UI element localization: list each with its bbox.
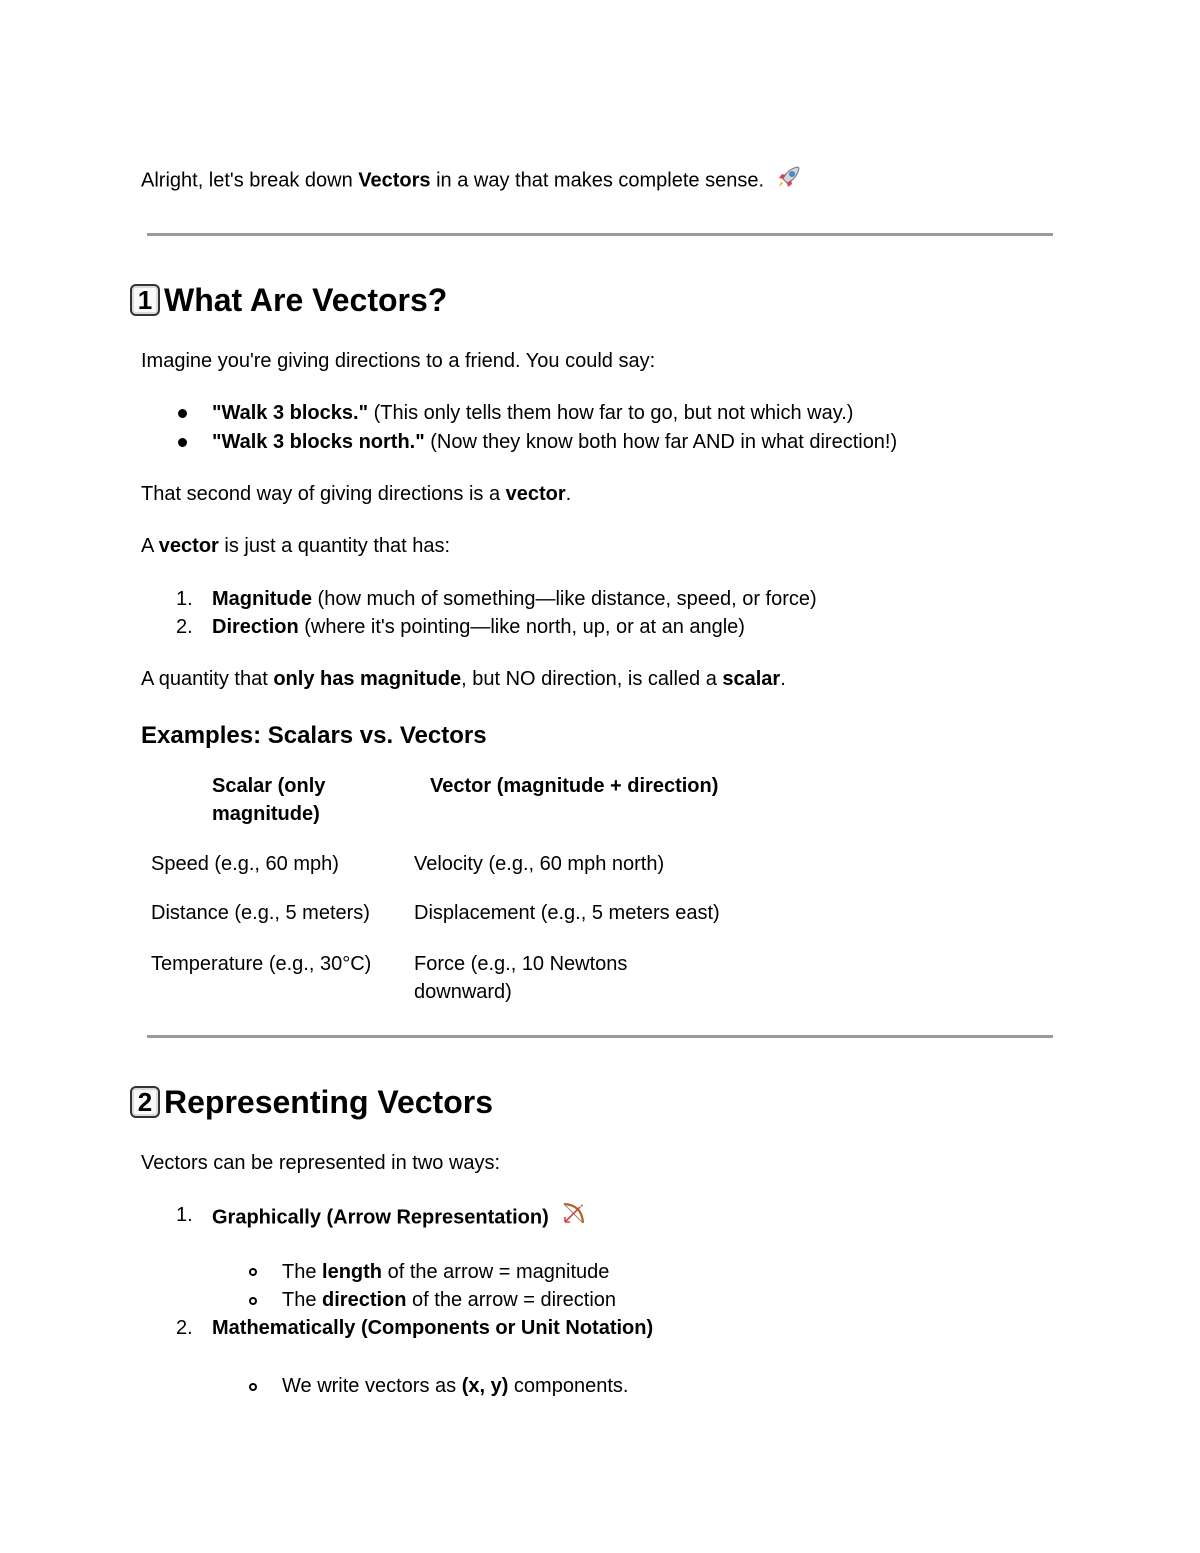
text: A — [141, 535, 159, 557]
list-number: 1. — [176, 1204, 193, 1226]
list-number: 1. — [176, 588, 193, 610]
list-item — [212, 585, 817, 613]
list-bold: Mathematically (Components or Unit Notation) — [212, 1317, 654, 1339]
sub-list-item — [282, 1258, 609, 1286]
sub-bullet-icon — [249, 1297, 257, 1305]
intro-paragraph — [141, 164, 802, 198]
table-cell: Force (e.g., 10 Newtons downward) — [414, 953, 628, 1003]
bold: length — [322, 1261, 383, 1283]
bold: only has magnitude — [273, 668, 462, 690]
bullet-item — [212, 428, 897, 456]
list-number: 2. — [176, 616, 193, 638]
table-cell: Speed (e.g., 60 mph) — [151, 853, 339, 875]
section-2-heading — [130, 1082, 493, 1122]
bow-and-arrow-icon — [560, 1201, 586, 1235]
bullet-item — [212, 399, 853, 427]
scalar-def-paragraph — [141, 665, 786, 693]
table-header-vector: Vector (magnitude + direction) — [430, 775, 719, 797]
examples-heading: Examples: Scalars vs. Vectors — [141, 722, 487, 749]
list-bold: Direction — [212, 616, 299, 638]
bold: direction — [322, 1289, 407, 1311]
list-text: (where it's pointing—like north, up, or at an angle) — [298, 616, 745, 638]
table-cell: Displacement (e.g., 5 meters east) — [414, 902, 720, 924]
list-item — [212, 1314, 653, 1342]
table-cell: Temperature (e.g., 30°C) — [151, 953, 372, 975]
list-item — [212, 1201, 586, 1235]
imagine-paragraph: Imagine you're giving directions to a friend. You could say: — [141, 350, 656, 372]
sub-bullet-icon — [249, 1268, 257, 1276]
sub-list-item — [282, 1286, 616, 1314]
bold: (x, y) — [461, 1375, 509, 1397]
list-bold: Graphically (Arrow Representation) — [212, 1206, 549, 1229]
text: A quantity that — [141, 668, 274, 690]
table-cell: Velocity (e.g., 60 mph north) — [414, 853, 665, 875]
section-divider — [147, 233, 1053, 236]
section-divider — [147, 1035, 1053, 1038]
list-text: (how much of something—like distance, speed, or force) — [312, 588, 817, 610]
bold: vector — [505, 483, 566, 505]
text: We write vectors as — [282, 1375, 462, 1397]
text: of the arrow = magnitude — [382, 1261, 610, 1283]
rocket-icon — [776, 164, 802, 198]
text: is just a quantity that has: — [218, 535, 451, 557]
text: . — [780, 668, 786, 690]
text: The — [282, 1261, 323, 1283]
bullet-icon — [178, 438, 187, 447]
list-bold: Magnitude — [212, 588, 312, 610]
section-1-title: What Are Vectors? — [164, 282, 448, 318]
text: The — [282, 1289, 323, 1311]
list-number: 2. — [176, 1317, 193, 1339]
bullet-icon — [178, 409, 187, 418]
bullet-bold: "Walk 3 blocks." — [212, 402, 369, 424]
sub-list-item — [282, 1372, 628, 1400]
keycap-2-icon: 2 — [130, 1086, 160, 1118]
bullet-text: (This only tells them how far to go, but not which way.) — [368, 402, 854, 424]
intro-text-end: in a way that makes complete sense. — [430, 169, 765, 192]
table-cell: Distance (e.g., 5 meters) — [151, 902, 370, 924]
keycap-1-icon: 1 — [130, 284, 160, 316]
intro-text: Alright, let's break down — [141, 169, 359, 192]
list-item — [212, 613, 745, 641]
bullet-text: (Now they know both how far AND in what direction!) — [424, 431, 898, 453]
section-1-heading — [130, 280, 447, 320]
second-way-paragraph — [141, 480, 571, 508]
bold: scalar — [722, 668, 781, 690]
text: . — [565, 483, 572, 505]
vector-def-paragraph — [141, 532, 450, 560]
text: of the arrow = direction — [406, 1289, 617, 1311]
bullet-bold: "Walk 3 blocks north." — [212, 431, 425, 453]
section-2-intro: Vectors can be represented in two ways: — [141, 1152, 501, 1174]
text: , but NO direction, is called a — [461, 668, 723, 690]
text: components. — [508, 1375, 629, 1397]
intro-bold: Vectors — [358, 169, 431, 192]
table-header-scalar: Scalar (only magnitude) — [212, 775, 326, 825]
section-2-title: Representing Vectors — [164, 1084, 493, 1120]
sub-bullet-icon — [249, 1383, 257, 1391]
bold: vector — [158, 535, 219, 557]
text: That second way of giving directions is a — [141, 483, 506, 505]
